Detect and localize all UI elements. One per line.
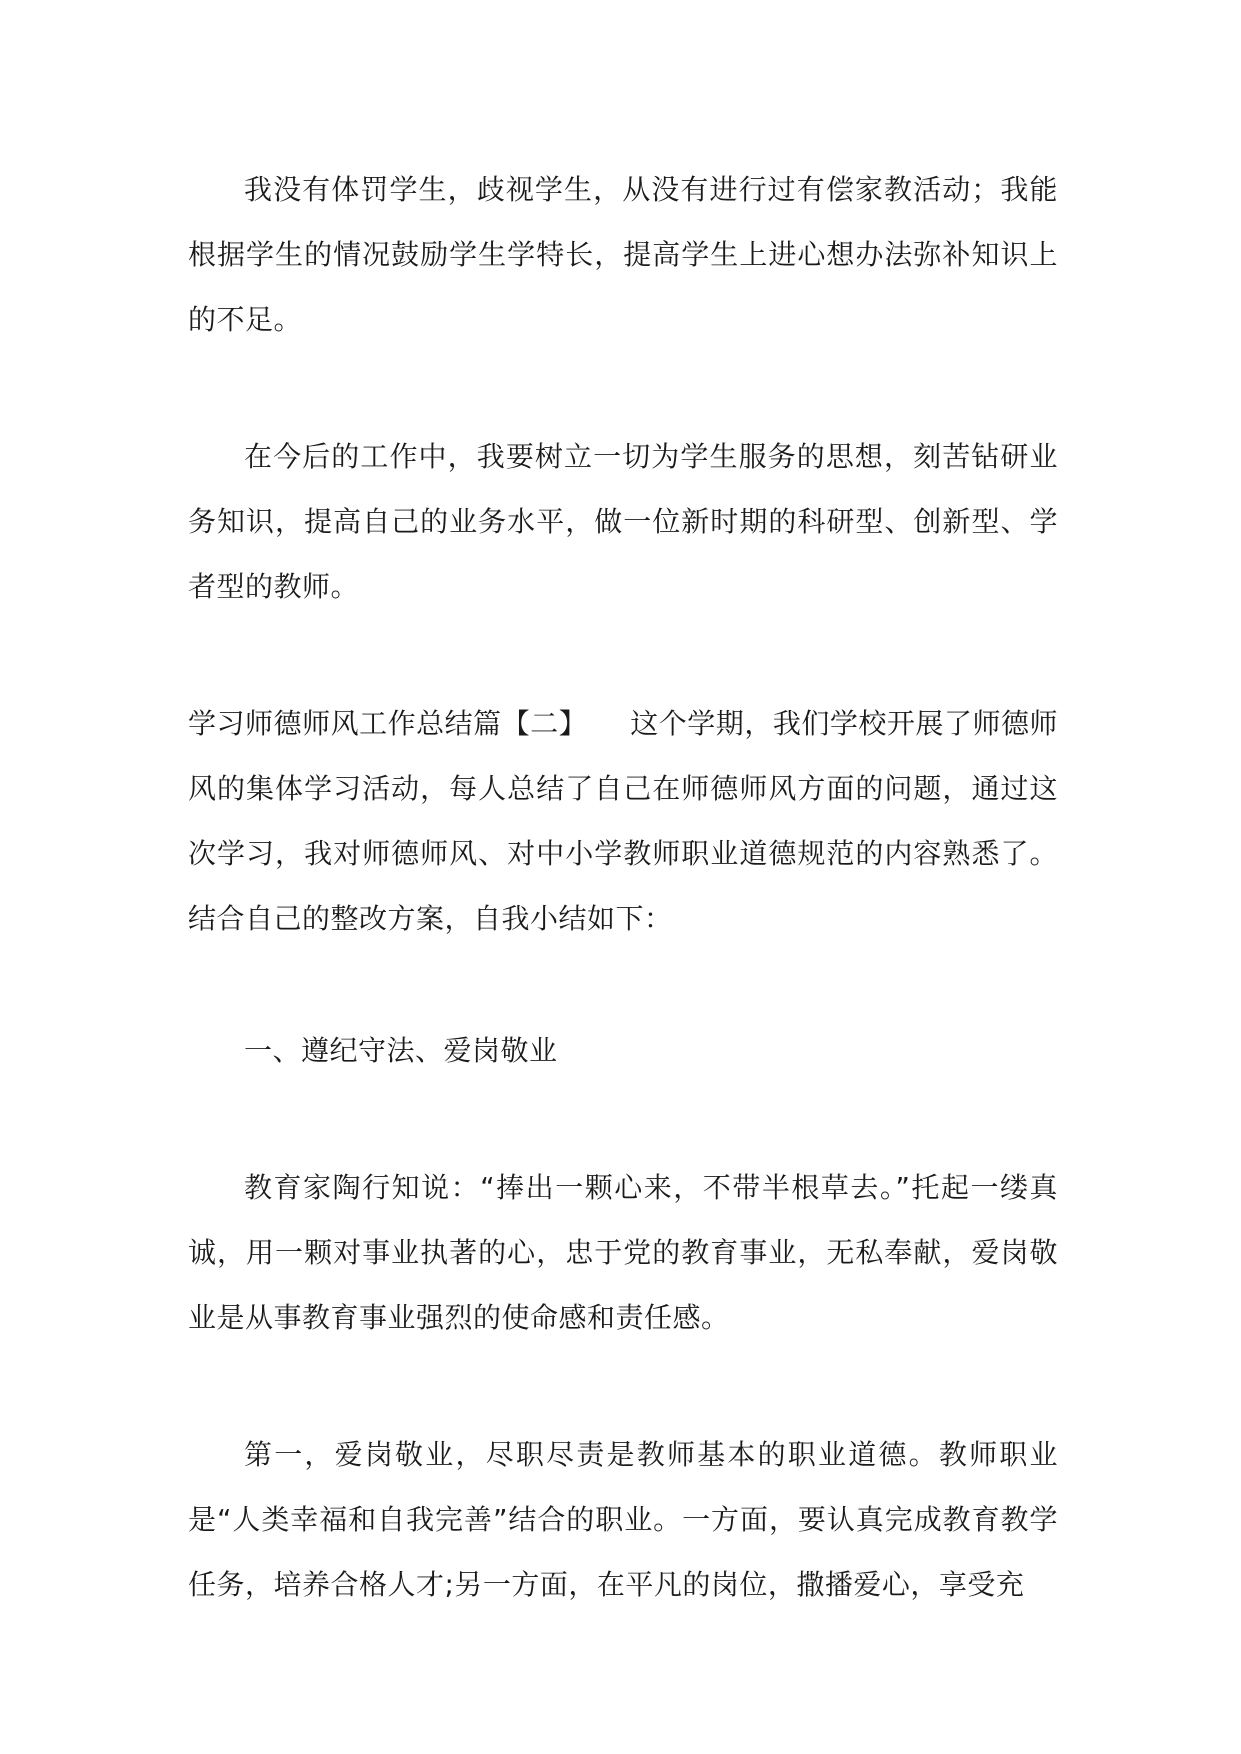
paragraph-first-point: 第一，爱岗敬业，尽职尽责是教师基本的职业道德。教师职业是“人类幸福和自我完善”结合的职业。一方面，要认真完成教育教学任务，培养合格人才;另一方面，在平凡的岗位，撒播爱心，享受充 — [188, 1438, 1058, 1601]
paragraph-spacer — [188, 352, 1058, 424]
paragraph-section-two-intro: 学习师德师风工作总结篇【二】 这个学期，我们学校开展了师德师风的集体学习活动，每人总结了自己在师德师风方面的问题，通过这次学习，我对师德师风、对中小学教师职业道德规范的内容熟悉了。结合自己的整改方案，自我小结如下： — [188, 707, 1058, 935]
section-heading-law-and-dedication: 一、遵纪守法、爱岗敬业 — [244, 1034, 558, 1067]
paragraph-spacer — [188, 1083, 1058, 1155]
document-body — [188, 157, 1058, 1617]
paragraph-tao-xingzhi-quote: 教育家陶行知说：“捧出一颗心来，不带半根草去。”托起一缕真诚，用一颗对事业执著的心，忠于党的教育事业，无私奉献，爱岗敬业是从事教育事业强烈的使命感和责任感。 — [188, 1171, 1058, 1334]
paragraph-future-work: 在今后的工作中，我要树立一切为学生服务的思想，刻苦钻研业务知识，提高自己的业务水平，做一位新时期的科研型、创新型、学者型的教师。 — [188, 440, 1058, 603]
paragraph-spacer — [188, 951, 1058, 1018]
paragraph-no-discrimination: 我没有体罚学生，歧视学生，从没有进行过有偿家教活动；我能根据学生的情况鼓励学生学特长，提高学生上进心想办法弥补知识上的不足。 — [188, 173, 1058, 336]
paragraph-spacer — [188, 1350, 1058, 1422]
paragraph-spacer — [188, 619, 1058, 691]
